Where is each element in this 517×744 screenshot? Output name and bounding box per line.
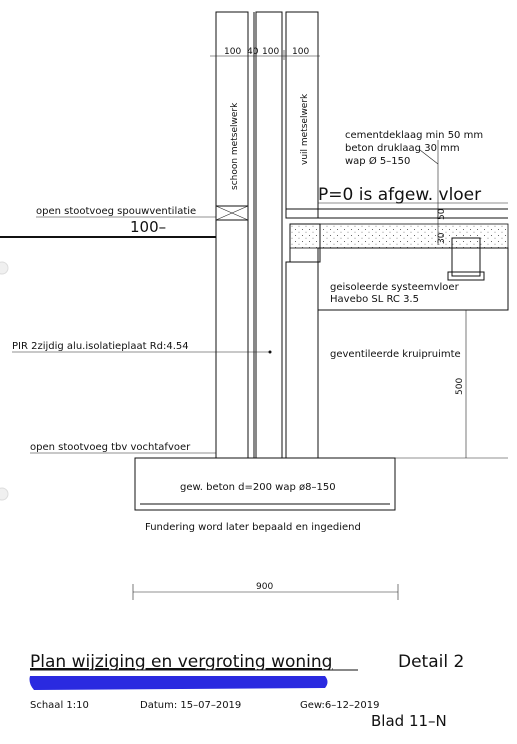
foundation — [133, 458, 398, 600]
insulation-label: PIR 2zijdig alu.isolatieplaat Rd:4.54 — [12, 341, 189, 352]
wall-dim-cavity: 40 — [247, 47, 259, 57]
insulation-board — [256, 12, 282, 458]
vent-label: open stootvoeg spouwventilatie — [36, 206, 197, 217]
floor-spec-topping: beton druklaag 30 mm — [345, 143, 460, 154]
detail-text: Detail 2 — [398, 652, 465, 672]
redaction-mark — [30, 676, 328, 690]
floor-system-label: geisoleerde systeemvloer — [330, 282, 459, 293]
outer-leaf-label: schoon metselwerk — [230, 102, 240, 190]
floor-level-label: P=0 is afgew. vloer — [318, 185, 482, 205]
sheet-text: Blad 11–N — [371, 712, 447, 730]
floor-dim-bottom: 30 — [437, 232, 447, 244]
wall-dim-outer: 100 — [224, 47, 242, 57]
date-text: Datum: 15–07–2019 — [140, 700, 242, 711]
width-dim: 900 — [256, 582, 274, 592]
level-minus-label: 100– — [130, 218, 167, 236]
revised-text: Gew:6–12–2019 — [300, 700, 380, 711]
title-text: Plan wijziging en vergroting woning — [30, 652, 333, 672]
crawlspace-dim: 500 — [455, 377, 465, 395]
floor-system-type: Havebo SL RC 3.5 — [330, 294, 419, 305]
floor-spec-rebar: wap Ø 5–150 — [345, 156, 411, 167]
inner-leaf-label: vuil metselwerk — [300, 93, 310, 165]
floor-dim-top: 50 — [437, 208, 447, 220]
wall-dim-inner: 100 — [292, 47, 310, 57]
outer-brick-leaf — [216, 12, 248, 458]
crawlspace-label: geventileerde kruipruimte — [330, 349, 461, 360]
foundation-note: Fundering word later bepaald en ingediend — [145, 522, 361, 533]
inner-brick-leaf-lower — [286, 262, 318, 458]
floor-spec-screed: cementdeklaag min 50 mm — [345, 130, 484, 141]
title-block — [30, 652, 465, 730]
floor-system — [286, 130, 508, 310]
foundation-label: gew. beton d=200 wap ø8–150 — [180, 482, 336, 493]
scale-text: Schaal 1:10 — [30, 700, 89, 711]
drain-label: open stootvoeg tbv vochtafvoer — [30, 442, 191, 453]
wall-dim-insulation: 100 — [262, 47, 280, 57]
